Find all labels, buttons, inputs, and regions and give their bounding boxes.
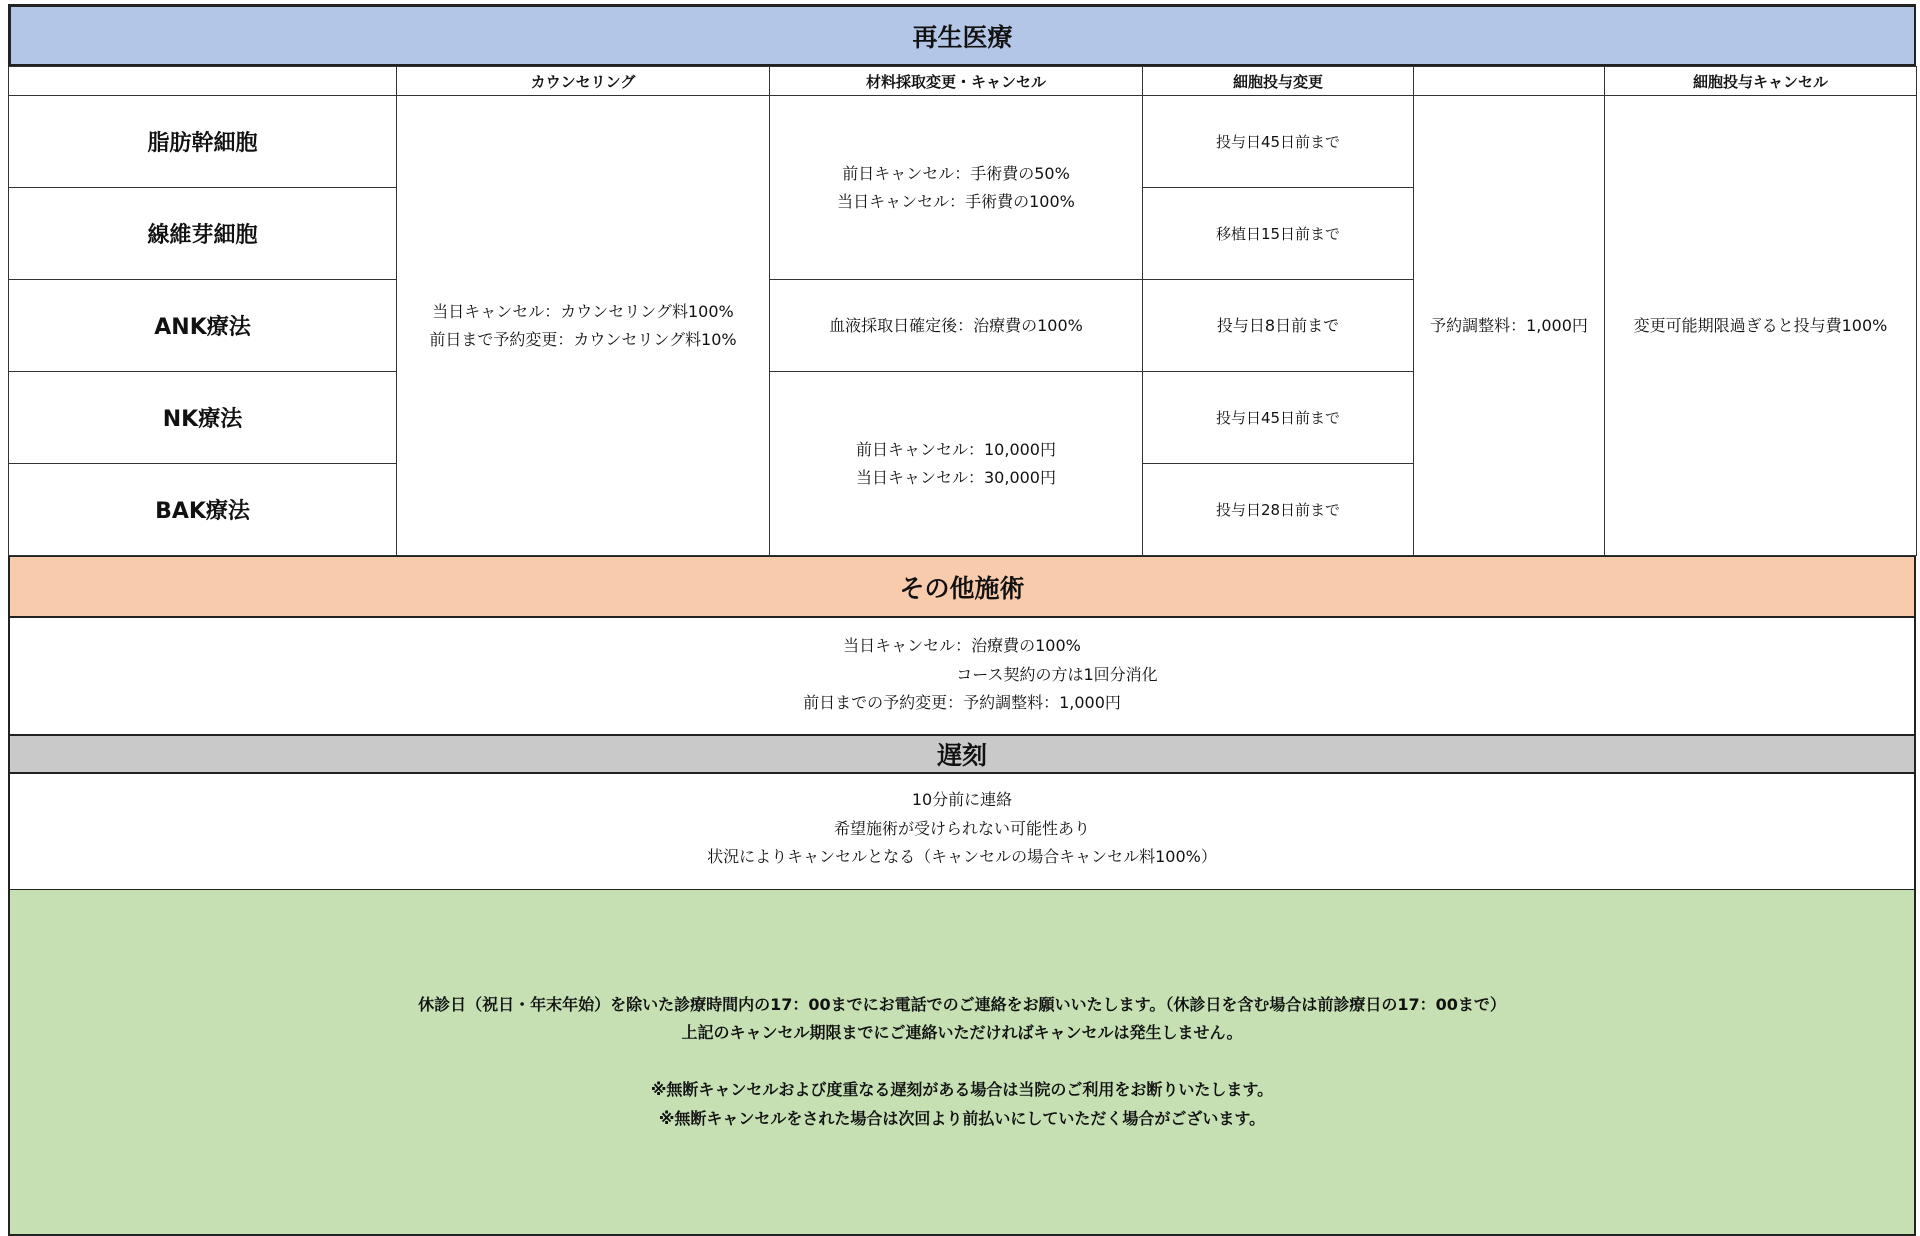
notice-line: 上記のキャンセル期限までにご連絡いただければキャンセルは発生しません。 (681, 1023, 1243, 1043)
header-cell-change: 細胞投与変更 (1143, 67, 1414, 96)
counseling-cell (397, 96, 770, 556)
row-label-nk: NK療法 (9, 372, 397, 464)
table-row (9, 96, 1917, 188)
row-label-adipose-stem-cell: 脂肪幹細胞 (9, 96, 397, 188)
counseling-line: 当日キャンセル：カウンセリング料100% (432, 301, 734, 321)
cell-cancel-cell: 変更可能期限過ぎると投与費100% (1605, 96, 1917, 556)
notice-spacer (10, 1048, 1914, 1077)
material-line: 前日キャンセル：10,000円 (856, 439, 1056, 459)
regenerative-table (8, 66, 1917, 556)
cell-change-value: 投与日8日前まで (1143, 280, 1414, 372)
other-section-body (8, 618, 1916, 736)
material-ank-cell: 血液採取日確定後：治療費の100% (770, 280, 1143, 372)
notice-line: ※無断キャンセルをされた場合は次回より前払いにしていただく場合がございます。 (658, 1108, 1266, 1128)
cell-change-value: 投与日45日前まで (1143, 96, 1414, 188)
other-line: コース契約の方は1回分消化 (956, 664, 1158, 684)
section-title-other: その他施術 (8, 556, 1916, 618)
section-title-regenerative: 再生医療 (8, 4, 1916, 66)
adjust-fee-cell: 予約調整料：1,000円 (1414, 96, 1605, 556)
late-line: 10分前に連絡 (911, 790, 1013, 809)
header-material-change-cancel: 材料採取変更・キャンセル (770, 67, 1143, 96)
row-label-ank: ANK療法 (9, 280, 397, 372)
row-label-fibroblast: 線維芽細胞 (9, 188, 397, 280)
notice-line: ※無断キャンセルおよび度重なる遅刻がある場合は当院のご利用をお断りいたします。 (650, 1080, 1274, 1100)
row-label-bak: BAK療法 (9, 464, 397, 556)
notice-box (8, 890, 1916, 1236)
table-header-row (9, 67, 1917, 96)
late-line: 状況によりキャンセルとなる（キャンセルの場合キャンセル料100%） (707, 847, 1217, 866)
material-nk-bak-cell (770, 372, 1143, 556)
material-surgery-cell (770, 96, 1143, 280)
late-line: 希望施術が受けられない可能性あり (833, 818, 1090, 838)
header-blank (9, 67, 397, 96)
late-section-body (8, 774, 1916, 890)
cell-change-value: 投与日28日前まで (1143, 464, 1414, 556)
notice-line: 休診日（祝日・年末年始）を除いた診療時間内の17：00までにお電話でのご連絡をお願いいたします。（休診日を含む場合は前診療日の17：00まで） (418, 994, 1506, 1014)
material-line: 当日キャンセル：30,000円 (856, 467, 1056, 487)
cancellation-policy-sheet (8, 4, 1916, 1236)
material-line: 当日キャンセル：手術費の100% (837, 191, 1075, 211)
header-blank-2 (1414, 67, 1605, 96)
cell-change-value: 移植日15日前まで (1143, 188, 1414, 280)
header-cell-cancel: 細胞投与キャンセル (1605, 67, 1917, 96)
material-line: 前日キャンセル：手術費の50% (842, 163, 1070, 183)
other-line: 当日キャンセル：治療費の100% (843, 636, 1081, 655)
header-counseling: カウンセリング (397, 67, 770, 96)
cell-change-value: 投与日45日前まで (1143, 372, 1414, 464)
other-line: 前日までの予約変更：予約調整料：1,000円 (803, 693, 1121, 712)
section-title-late: 遅刻 (8, 734, 1916, 774)
counseling-line: 前日まで予約変更：カウンセリング料10% (429, 329, 737, 349)
